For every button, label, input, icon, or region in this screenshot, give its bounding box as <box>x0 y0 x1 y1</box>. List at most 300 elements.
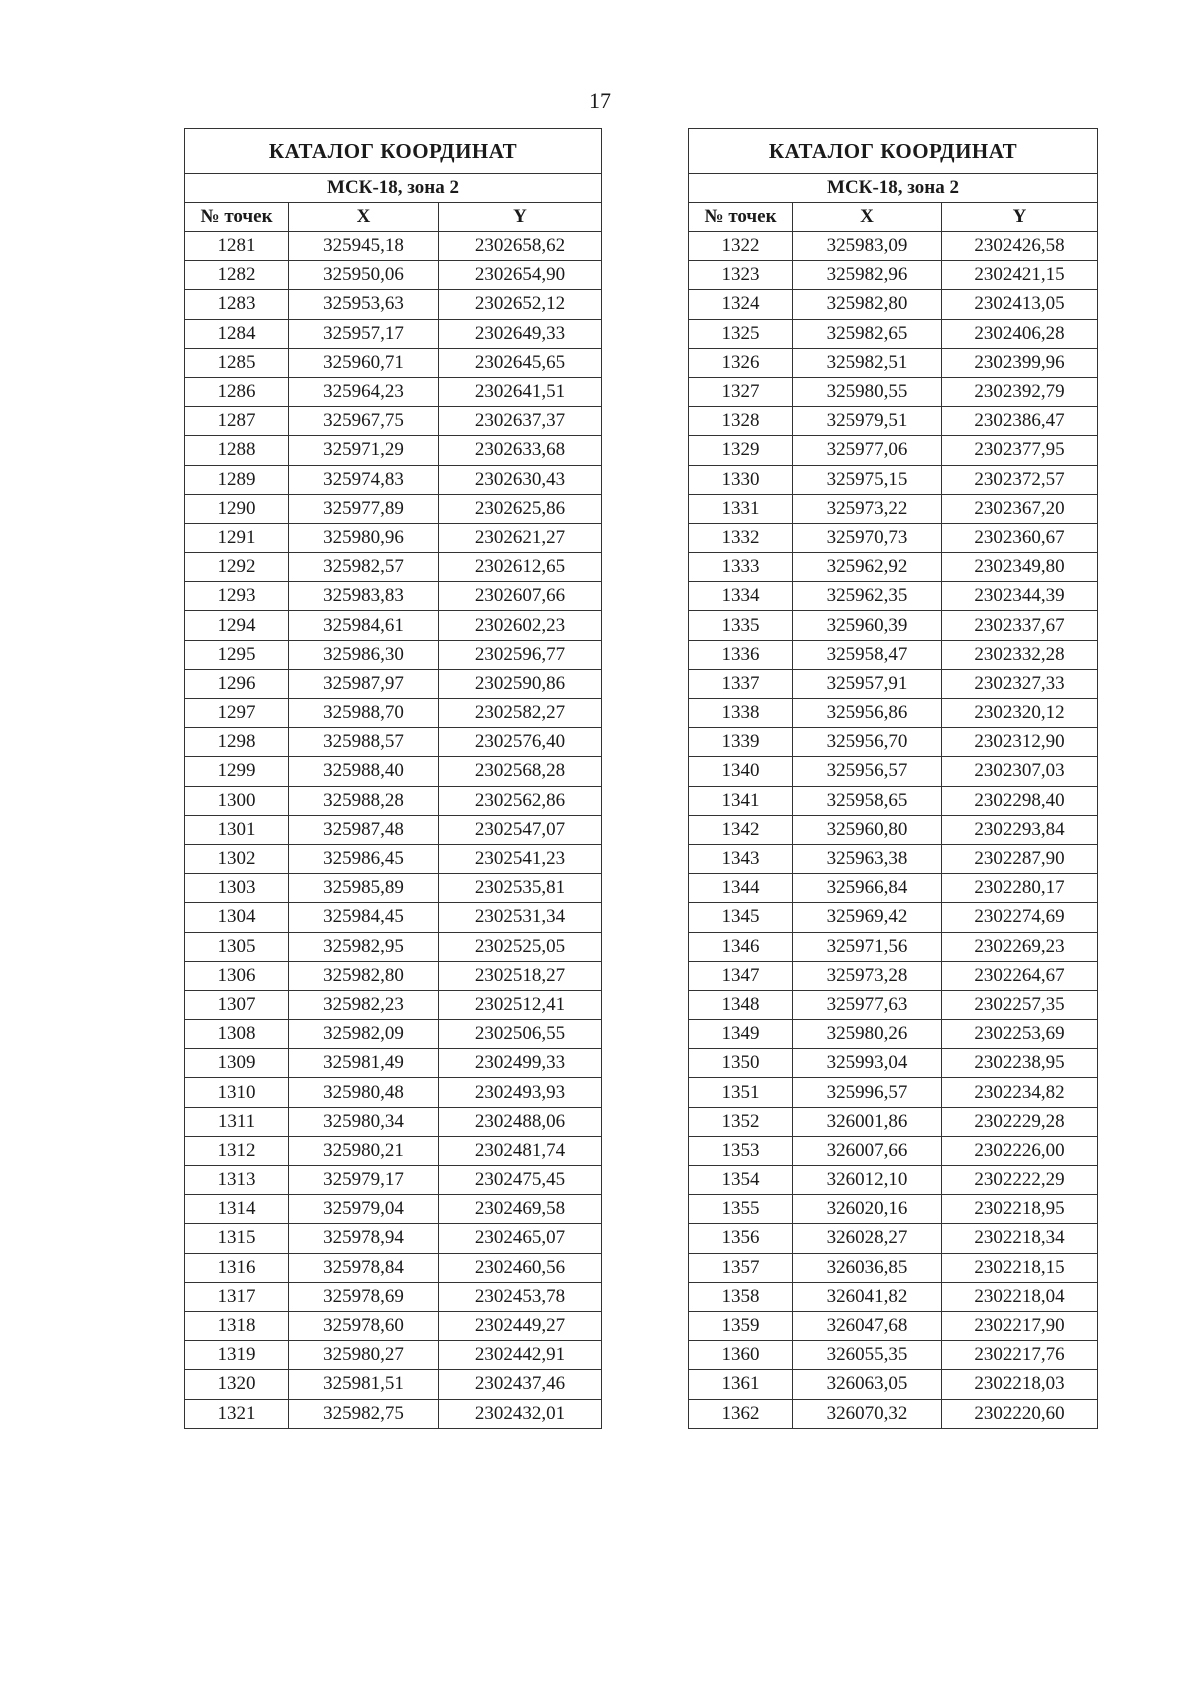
table-row <box>185 1341 602 1370</box>
y-coordinate-cell: 2302222,29 <box>942 1166 1098 1195</box>
y-coordinate-cell: 2302217,76 <box>942 1341 1098 1370</box>
point-number-cell: 1304 <box>185 903 289 932</box>
table-row <box>689 407 1098 436</box>
point-number-cell: 1355 <box>689 1195 793 1224</box>
table-row <box>689 523 1098 552</box>
column-header-y: Y <box>942 203 1098 232</box>
y-coordinate-cell: 2302518,27 <box>439 961 602 990</box>
x-coordinate-cell: 325969,42 <box>793 903 942 932</box>
x-coordinate-cell: 325982,65 <box>793 319 942 348</box>
table-row <box>185 1311 602 1340</box>
y-coordinate-cell: 2302264,67 <box>942 961 1098 990</box>
x-coordinate-cell: 325981,51 <box>289 1370 439 1399</box>
x-coordinate-cell: 325971,56 <box>793 932 942 961</box>
table-row <box>689 465 1098 494</box>
catalog-zone: МСК-18, зона 2 <box>689 174 1098 203</box>
x-coordinate-cell: 325982,23 <box>289 990 439 1019</box>
y-coordinate-cell: 2302377,95 <box>942 436 1098 465</box>
point-number-cell: 1359 <box>689 1311 793 1340</box>
y-coordinate-cell: 2302293,84 <box>942 815 1098 844</box>
point-number-cell: 1340 <box>689 757 793 786</box>
x-coordinate-cell: 325984,45 <box>289 903 439 932</box>
point-number-cell: 1305 <box>185 932 289 961</box>
table-row <box>185 348 602 377</box>
catalog-body <box>185 232 602 1429</box>
y-coordinate-cell: 2302307,03 <box>942 757 1098 786</box>
table-row <box>689 319 1098 348</box>
point-number-cell: 1324 <box>689 290 793 319</box>
point-number-cell: 1281 <box>185 232 289 261</box>
y-coordinate-cell: 2302360,67 <box>942 523 1098 552</box>
point-number-cell: 1291 <box>185 523 289 552</box>
point-number-cell: 1322 <box>689 232 793 261</box>
point-number-cell: 1360 <box>689 1341 793 1370</box>
point-number-cell: 1343 <box>689 844 793 873</box>
x-coordinate-cell: 325982,51 <box>793 348 942 377</box>
table-row <box>185 1136 602 1165</box>
table-row <box>689 728 1098 757</box>
y-coordinate-cell: 2302652,12 <box>439 290 602 319</box>
table-row <box>689 669 1098 698</box>
y-coordinate-cell: 2302253,69 <box>942 1020 1098 1049</box>
point-number-cell: 1349 <box>689 1020 793 1049</box>
y-coordinate-cell: 2302332,28 <box>942 640 1098 669</box>
point-number-cell: 1338 <box>689 699 793 728</box>
table-row <box>185 640 602 669</box>
point-number-cell: 1310 <box>185 1078 289 1107</box>
table-row <box>689 1311 1098 1340</box>
x-coordinate-cell: 325982,80 <box>289 961 439 990</box>
column-header-point: № точек <box>689 203 793 232</box>
x-coordinate-cell: 325983,83 <box>289 582 439 611</box>
point-number-cell: 1348 <box>689 990 793 1019</box>
table-row <box>689 1049 1098 1078</box>
table-row <box>689 261 1098 290</box>
catalog-title: КАТАЛОГ КООРДИНАТ <box>689 129 1098 174</box>
x-coordinate-cell: 325957,17 <box>289 319 439 348</box>
x-coordinate-cell: 325982,96 <box>793 261 942 290</box>
table-row <box>689 582 1098 611</box>
column-header-x: X <box>289 203 439 232</box>
y-coordinate-cell: 2302602,23 <box>439 611 602 640</box>
point-number-cell: 1333 <box>689 553 793 582</box>
y-coordinate-cell: 2302475,45 <box>439 1166 602 1195</box>
x-coordinate-cell: 325993,04 <box>793 1049 942 1078</box>
x-coordinate-cell: 325958,65 <box>793 786 942 815</box>
page-number: 17 <box>589 88 611 113</box>
x-coordinate-cell: 325956,57 <box>793 757 942 786</box>
table-row <box>185 786 602 815</box>
y-coordinate-cell: 2302269,23 <box>942 932 1098 961</box>
y-coordinate-cell: 2302337,67 <box>942 611 1098 640</box>
point-number-cell: 1327 <box>689 377 793 406</box>
point-number-cell: 1330 <box>689 465 793 494</box>
x-coordinate-cell: 325963,38 <box>793 844 942 873</box>
y-coordinate-cell: 2302541,23 <box>439 844 602 873</box>
x-coordinate-cell: 325982,95 <box>289 932 439 961</box>
table-row <box>185 1370 602 1399</box>
table-row <box>185 815 602 844</box>
point-number-cell: 1290 <box>185 494 289 523</box>
y-coordinate-cell: 2302658,62 <box>439 232 602 261</box>
point-number-cell: 1315 <box>185 1224 289 1253</box>
x-coordinate-cell: 325977,63 <box>793 990 942 1019</box>
x-coordinate-cell: 326028,27 <box>793 1224 942 1253</box>
y-coordinate-cell: 2302449,27 <box>439 1311 602 1340</box>
y-coordinate-cell: 2302257,35 <box>942 990 1098 1019</box>
y-coordinate-cell: 2302531,34 <box>439 903 602 932</box>
y-coordinate-cell: 2302582,27 <box>439 699 602 728</box>
table-row <box>689 436 1098 465</box>
y-coordinate-cell: 2302633,68 <box>439 436 602 465</box>
table-row <box>185 465 602 494</box>
table-row <box>689 290 1098 319</box>
column-header-x: X <box>793 203 942 232</box>
point-number-cell: 1352 <box>689 1107 793 1136</box>
table-row <box>689 699 1098 728</box>
y-coordinate-cell: 2302442,91 <box>439 1341 602 1370</box>
y-coordinate-cell: 2302637,37 <box>439 407 602 436</box>
y-coordinate-cell: 2302437,46 <box>439 1370 602 1399</box>
y-coordinate-cell: 2302274,69 <box>942 903 1098 932</box>
y-coordinate-cell: 2302621,27 <box>439 523 602 552</box>
x-coordinate-cell: 325979,17 <box>289 1166 439 1195</box>
y-coordinate-cell: 2302218,15 <box>942 1253 1098 1282</box>
x-coordinate-cell: 325982,09 <box>289 1020 439 1049</box>
y-coordinate-cell: 2302499,33 <box>439 1049 602 1078</box>
y-coordinate-cell: 2302349,80 <box>942 553 1098 582</box>
table-row <box>689 1370 1098 1399</box>
y-coordinate-cell: 2302406,28 <box>942 319 1098 348</box>
y-coordinate-cell: 2302506,55 <box>439 1020 602 1049</box>
point-number-cell: 1329 <box>689 436 793 465</box>
y-coordinate-cell: 2302654,90 <box>439 261 602 290</box>
x-coordinate-cell: 326041,82 <box>793 1282 942 1311</box>
point-number-cell: 1347 <box>689 961 793 990</box>
table-row <box>689 640 1098 669</box>
x-coordinate-cell: 325984,61 <box>289 611 439 640</box>
point-number-cell: 1289 <box>185 465 289 494</box>
x-coordinate-cell: 326070,32 <box>793 1399 942 1428</box>
catalog-body <box>689 232 1098 1429</box>
table-row <box>689 1253 1098 1282</box>
y-coordinate-cell: 2302460,56 <box>439 1253 602 1282</box>
table-row <box>185 290 602 319</box>
table-row <box>185 1282 602 1311</box>
table-row <box>185 377 602 406</box>
point-number-cell: 1354 <box>689 1166 793 1195</box>
x-coordinate-cell: 325980,48 <box>289 1078 439 1107</box>
x-coordinate-cell: 325988,57 <box>289 728 439 757</box>
x-coordinate-cell: 325978,60 <box>289 1311 439 1340</box>
y-coordinate-cell: 2302493,93 <box>439 1078 602 1107</box>
x-coordinate-cell: 325978,84 <box>289 1253 439 1282</box>
x-coordinate-cell: 325980,34 <box>289 1107 439 1136</box>
point-number-cell: 1326 <box>689 348 793 377</box>
column-header-y: Y <box>439 203 602 232</box>
table-row <box>185 728 602 757</box>
table-row <box>689 990 1098 1019</box>
x-coordinate-cell: 326047,68 <box>793 1311 942 1340</box>
point-number-cell: 1311 <box>185 1107 289 1136</box>
x-coordinate-cell: 325988,40 <box>289 757 439 786</box>
table-row <box>689 844 1098 873</box>
table-row <box>689 1078 1098 1107</box>
point-number-cell: 1298 <box>185 728 289 757</box>
table-row <box>185 494 602 523</box>
x-coordinate-cell: 325964,23 <box>289 377 439 406</box>
point-number-cell: 1307 <box>185 990 289 1019</box>
x-coordinate-cell: 325980,55 <box>793 377 942 406</box>
x-coordinate-cell: 325956,70 <box>793 728 942 757</box>
x-coordinate-cell: 326020,16 <box>793 1195 942 1224</box>
point-number-cell: 1296 <box>185 669 289 698</box>
y-coordinate-cell: 2302218,03 <box>942 1370 1098 1399</box>
table-row <box>689 874 1098 903</box>
table-row <box>185 844 602 873</box>
point-number-cell: 1334 <box>689 582 793 611</box>
table-row <box>689 494 1098 523</box>
table-row <box>185 1224 602 1253</box>
y-coordinate-cell: 2302525,05 <box>439 932 602 961</box>
point-number-cell: 1341 <box>689 786 793 815</box>
y-coordinate-cell: 2302612,65 <box>439 553 602 582</box>
point-number-cell: 1328 <box>689 407 793 436</box>
y-coordinate-cell: 2302596,77 <box>439 640 602 669</box>
x-coordinate-cell: 326036,85 <box>793 1253 942 1282</box>
table-row <box>185 1078 602 1107</box>
y-coordinate-cell: 2302421,15 <box>942 261 1098 290</box>
coordinate-catalog-table-left <box>184 128 602 1429</box>
x-coordinate-cell: 325962,92 <box>793 553 942 582</box>
x-coordinate-cell: 325986,30 <box>289 640 439 669</box>
y-coordinate-cell: 2302469,58 <box>439 1195 602 1224</box>
x-coordinate-cell: 325979,04 <box>289 1195 439 1224</box>
y-coordinate-cell: 2302367,20 <box>942 494 1098 523</box>
point-number-cell: 1350 <box>689 1049 793 1078</box>
x-coordinate-cell: 325980,26 <box>793 1020 942 1049</box>
x-coordinate-cell: 325973,22 <box>793 494 942 523</box>
point-number-cell: 1309 <box>185 1049 289 1078</box>
column-header-point: № точек <box>185 203 289 232</box>
x-coordinate-cell: 326001,86 <box>793 1107 942 1136</box>
x-coordinate-cell: 325957,91 <box>793 669 942 698</box>
point-number-cell: 1331 <box>689 494 793 523</box>
y-coordinate-cell: 2302488,06 <box>439 1107 602 1136</box>
x-coordinate-cell: 325978,94 <box>289 1224 439 1253</box>
x-coordinate-cell: 326007,66 <box>793 1136 942 1165</box>
point-number-cell: 1297 <box>185 699 289 728</box>
point-number-cell: 1283 <box>185 290 289 319</box>
y-coordinate-cell: 2302547,07 <box>439 815 602 844</box>
table-row <box>185 1399 602 1428</box>
point-number-cell: 1295 <box>185 640 289 669</box>
y-coordinate-cell: 2302426,58 <box>942 232 1098 261</box>
y-coordinate-cell: 2302327,33 <box>942 669 1098 698</box>
table-row <box>689 1195 1098 1224</box>
table-row <box>185 932 602 961</box>
y-coordinate-cell: 2302320,12 <box>942 699 1098 728</box>
x-coordinate-cell: 325979,51 <box>793 407 942 436</box>
table-row <box>689 377 1098 406</box>
table-row <box>185 319 602 348</box>
x-coordinate-cell: 325953,63 <box>289 290 439 319</box>
table-row <box>185 699 602 728</box>
table-row <box>185 1166 602 1195</box>
table-row <box>689 553 1098 582</box>
y-coordinate-cell: 2302226,00 <box>942 1136 1098 1165</box>
table-row <box>689 1282 1098 1311</box>
point-number-cell: 1339 <box>689 728 793 757</box>
table-row <box>689 232 1098 261</box>
table-row <box>689 1166 1098 1195</box>
table-row <box>185 611 602 640</box>
table-row <box>185 874 602 903</box>
x-coordinate-cell: 325980,21 <box>289 1136 439 1165</box>
point-number-cell: 1336 <box>689 640 793 669</box>
x-coordinate-cell: 325982,80 <box>793 290 942 319</box>
catalog-zone: МСК-18, зона 2 <box>185 174 602 203</box>
point-number-cell: 1301 <box>185 815 289 844</box>
x-coordinate-cell: 325962,35 <box>793 582 942 611</box>
table-row <box>185 232 602 261</box>
y-coordinate-cell: 2302344,39 <box>942 582 1098 611</box>
x-coordinate-cell: 325956,86 <box>793 699 942 728</box>
table-row <box>689 1020 1098 1049</box>
x-coordinate-cell: 325987,97 <box>289 669 439 698</box>
table-row <box>689 1341 1098 1370</box>
x-coordinate-cell: 325988,70 <box>289 699 439 728</box>
y-coordinate-cell: 2302392,79 <box>942 377 1098 406</box>
table-row <box>185 1020 602 1049</box>
table-row <box>185 757 602 786</box>
point-number-cell: 1294 <box>185 611 289 640</box>
point-number-cell: 1316 <box>185 1253 289 1282</box>
x-coordinate-cell: 325960,80 <box>793 815 942 844</box>
y-coordinate-cell: 2302645,65 <box>439 348 602 377</box>
table-row <box>185 1049 602 1078</box>
y-coordinate-cell: 2302234,82 <box>942 1078 1098 1107</box>
y-coordinate-cell: 2302590,86 <box>439 669 602 698</box>
y-coordinate-cell: 2302287,90 <box>942 844 1098 873</box>
x-coordinate-cell: 325988,28 <box>289 786 439 815</box>
point-number-cell: 1314 <box>185 1195 289 1224</box>
y-coordinate-cell: 2302625,86 <box>439 494 602 523</box>
point-number-cell: 1287 <box>185 407 289 436</box>
x-coordinate-cell: 325971,29 <box>289 436 439 465</box>
table-row <box>689 757 1098 786</box>
table-row <box>185 407 602 436</box>
x-coordinate-cell: 325977,06 <box>793 436 942 465</box>
x-coordinate-cell: 325978,69 <box>289 1282 439 1311</box>
point-number-cell: 1358 <box>689 1282 793 1311</box>
point-number-cell: 1284 <box>185 319 289 348</box>
table-row <box>185 1107 602 1136</box>
point-number-cell: 1285 <box>185 348 289 377</box>
y-coordinate-cell: 2302220,60 <box>942 1399 1098 1428</box>
x-coordinate-cell: 325967,75 <box>289 407 439 436</box>
coordinate-catalog-table-right <box>688 128 1098 1429</box>
y-coordinate-cell: 2302607,66 <box>439 582 602 611</box>
x-coordinate-cell: 325966,84 <box>793 874 942 903</box>
table-row <box>185 903 602 932</box>
y-coordinate-cell: 2302512,41 <box>439 990 602 1019</box>
y-coordinate-cell: 2302218,34 <box>942 1224 1098 1253</box>
x-coordinate-cell: 325975,15 <box>793 465 942 494</box>
table-row <box>185 990 602 1019</box>
y-coordinate-cell: 2302372,57 <box>942 465 1098 494</box>
point-number-cell: 1353 <box>689 1136 793 1165</box>
point-number-cell: 1337 <box>689 669 793 698</box>
table-row <box>689 1224 1098 1253</box>
y-coordinate-cell: 2302432,01 <box>439 1399 602 1428</box>
table-row <box>185 1253 602 1282</box>
x-coordinate-cell: 325986,45 <box>289 844 439 873</box>
table-row <box>689 348 1098 377</box>
y-coordinate-cell: 2302453,78 <box>439 1282 602 1311</box>
table-row <box>689 786 1098 815</box>
y-coordinate-cell: 2302576,40 <box>439 728 602 757</box>
point-number-cell: 1356 <box>689 1224 793 1253</box>
x-coordinate-cell: 325977,89 <box>289 494 439 523</box>
table-row <box>689 1399 1098 1428</box>
table-row <box>689 961 1098 990</box>
table-row <box>185 669 602 698</box>
y-coordinate-cell: 2302280,17 <box>942 874 1098 903</box>
point-number-cell: 1292 <box>185 553 289 582</box>
point-number-cell: 1362 <box>689 1399 793 1428</box>
x-coordinate-cell: 325981,49 <box>289 1049 439 1078</box>
point-number-cell: 1303 <box>185 874 289 903</box>
point-number-cell: 1351 <box>689 1078 793 1107</box>
table-row <box>185 553 602 582</box>
table-row <box>689 903 1098 932</box>
point-number-cell: 1312 <box>185 1136 289 1165</box>
point-number-cell: 1342 <box>689 815 793 844</box>
table-row <box>689 1107 1098 1136</box>
point-number-cell: 1299 <box>185 757 289 786</box>
point-number-cell: 1286 <box>185 377 289 406</box>
point-number-cell: 1344 <box>689 874 793 903</box>
y-coordinate-cell: 2302399,96 <box>942 348 1098 377</box>
table-row <box>185 582 602 611</box>
point-number-cell: 1313 <box>185 1166 289 1195</box>
y-coordinate-cell: 2302218,95 <box>942 1195 1098 1224</box>
y-coordinate-cell: 2302217,90 <box>942 1311 1098 1340</box>
table-row <box>185 523 602 552</box>
x-coordinate-cell: 326012,10 <box>793 1166 942 1195</box>
y-coordinate-cell: 2302535,81 <box>439 874 602 903</box>
x-coordinate-cell: 325970,73 <box>793 523 942 552</box>
point-number-cell: 1308 <box>185 1020 289 1049</box>
y-coordinate-cell: 2302568,28 <box>439 757 602 786</box>
x-coordinate-cell: 325996,57 <box>793 1078 942 1107</box>
point-number-cell: 1332 <box>689 523 793 552</box>
table-row <box>185 1195 602 1224</box>
point-number-cell: 1325 <box>689 319 793 348</box>
y-coordinate-cell: 2302312,90 <box>942 728 1098 757</box>
y-coordinate-cell: 2302413,05 <box>942 290 1098 319</box>
y-coordinate-cell: 2302386,47 <box>942 407 1098 436</box>
point-number-cell: 1300 <box>185 786 289 815</box>
point-number-cell: 1293 <box>185 582 289 611</box>
y-coordinate-cell: 2302229,28 <box>942 1107 1098 1136</box>
y-coordinate-cell: 2302238,95 <box>942 1049 1098 1078</box>
x-coordinate-cell: 325973,28 <box>793 961 942 990</box>
x-coordinate-cell: 325960,71 <box>289 348 439 377</box>
point-number-cell: 1319 <box>185 1341 289 1370</box>
point-number-cell: 1357 <box>689 1253 793 1282</box>
